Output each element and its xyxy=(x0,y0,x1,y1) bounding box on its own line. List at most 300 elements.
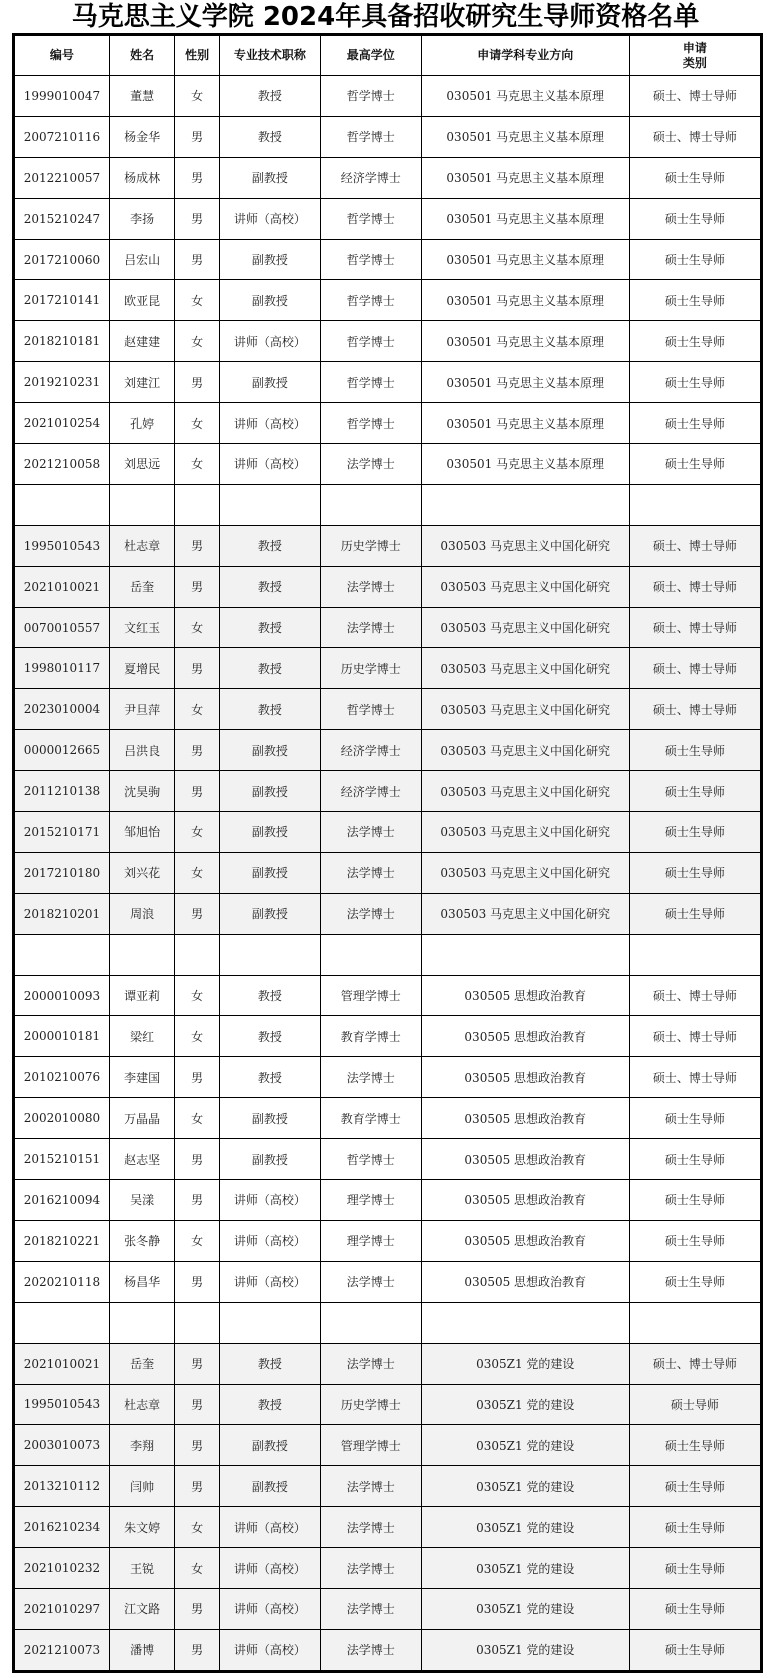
cell-rank: 教授 xyxy=(219,76,320,117)
cell-rank: 副教授 xyxy=(219,239,320,280)
cell-sex: 男 xyxy=(175,1343,219,1384)
empty-cell xyxy=(421,1302,629,1343)
cell-sex: 男 xyxy=(175,1261,219,1302)
cell-degree: 哲学博士 xyxy=(320,239,421,280)
table-row xyxy=(15,730,761,771)
cell-direction: 030503 马克思主义中国化研究 xyxy=(421,730,629,771)
cell-type: 硕士生导师 xyxy=(629,280,760,321)
table-row xyxy=(15,1139,761,1180)
cell-type: 硕士、博士导师 xyxy=(629,975,760,1016)
cell-name: 李扬 xyxy=(109,198,175,239)
cell-direction: 030505 思想政治教育 xyxy=(421,1139,629,1180)
cell-sex: 女 xyxy=(175,689,219,730)
header-direction: 申请学科专业方向 xyxy=(421,36,629,76)
table-row xyxy=(15,362,761,403)
cell-id: 2015210247 xyxy=(15,198,110,239)
cell-direction: 030505 思想政治教育 xyxy=(421,1220,629,1261)
cell-direction: 030503 马克思主义中国化研究 xyxy=(421,607,629,648)
cell-sex: 男 xyxy=(175,893,219,934)
cell-type: 硕士生导师 xyxy=(629,1180,760,1221)
cell-type: 硕士生导师 xyxy=(629,157,760,198)
cell-id: 2016210094 xyxy=(15,1180,110,1221)
cell-type: 硕士生导师 xyxy=(629,1139,760,1180)
table-row xyxy=(15,566,761,607)
table-row xyxy=(15,1548,761,1589)
cell-id: 1999010047 xyxy=(15,76,110,117)
cell-name: 杜志章 xyxy=(109,525,175,566)
advisor-table xyxy=(14,35,761,1671)
table-row xyxy=(15,975,761,1016)
cell-rank: 副教授 xyxy=(219,852,320,893)
cell-degree: 理学博士 xyxy=(320,1220,421,1261)
cell-rank: 教授 xyxy=(219,525,320,566)
cell-type: 硕士、博士导师 xyxy=(629,1057,760,1098)
table-row xyxy=(15,1180,761,1221)
cell-name: 沈昊驹 xyxy=(109,771,175,812)
cell-type: 硕士生导师 xyxy=(629,1548,760,1589)
empty-cell xyxy=(15,934,110,975)
cell-id: 2021210058 xyxy=(15,444,110,485)
header-rank: 专业技术职称 xyxy=(219,36,320,76)
cell-rank: 讲师（高校） xyxy=(219,1507,320,1548)
cell-degree: 法学博士 xyxy=(320,893,421,934)
cell-type: 硕士生导师 xyxy=(629,893,760,934)
cell-type: 硕士生导师 xyxy=(629,444,760,485)
cell-sex: 男 xyxy=(175,157,219,198)
cell-sex: 女 xyxy=(175,1548,219,1589)
cell-direction: 030503 马克思主义中国化研究 xyxy=(421,525,629,566)
cell-direction: 0305Z1 党的建设 xyxy=(421,1343,629,1384)
cell-direction: 0305Z1 党的建设 xyxy=(421,1466,629,1507)
cell-sex: 男 xyxy=(175,1139,219,1180)
cell-id: 2000010181 xyxy=(15,1016,110,1057)
cell-sex: 男 xyxy=(175,525,219,566)
table-row xyxy=(15,689,761,730)
table-row xyxy=(15,1384,761,1425)
table-row xyxy=(15,76,761,117)
cell-direction: 030501 马克思主义基本原理 xyxy=(421,321,629,362)
cell-degree: 哲学博士 xyxy=(320,1139,421,1180)
cell-rank: 副教授 xyxy=(219,1098,320,1139)
cell-name: 杨成林 xyxy=(109,157,175,198)
cell-type: 硕士生导师 xyxy=(629,1220,760,1261)
cell-degree: 法学博士 xyxy=(320,812,421,853)
cell-id: 2019210231 xyxy=(15,362,110,403)
table-row xyxy=(15,893,761,934)
cell-sex: 女 xyxy=(175,280,219,321)
empty-cell xyxy=(421,934,629,975)
cell-type: 硕士、博士导师 xyxy=(629,525,760,566)
cell-rank: 教授 xyxy=(219,1343,320,1384)
cell-type: 硕士生导师 xyxy=(629,771,760,812)
cell-rank: 讲师（高校） xyxy=(219,1629,320,1670)
cell-type: 硕士、博士导师 xyxy=(629,648,760,689)
cell-id: 2021010021 xyxy=(15,566,110,607)
cell-sex: 女 xyxy=(175,1098,219,1139)
cell-id: 2015210151 xyxy=(15,1139,110,1180)
table-row xyxy=(15,1629,761,1670)
cell-direction: 030501 马克思主义基本原理 xyxy=(421,362,629,403)
cell-type: 硕士生导师 xyxy=(629,1098,760,1139)
cell-type: 硕士生导师 xyxy=(629,1507,760,1548)
cell-sex: 男 xyxy=(175,239,219,280)
empty-cell xyxy=(109,934,175,975)
cell-name: 岳奎 xyxy=(109,566,175,607)
cell-name: 杨金华 xyxy=(109,116,175,157)
cell-sex: 男 xyxy=(175,771,219,812)
cell-sex: 女 xyxy=(175,76,219,117)
cell-rank: 教授 xyxy=(219,607,320,648)
cell-id: 2011210138 xyxy=(15,771,110,812)
cell-id: 2021010297 xyxy=(15,1588,110,1629)
table-row xyxy=(15,239,761,280)
table-row xyxy=(15,1057,761,1098)
cell-rank: 副教授 xyxy=(219,812,320,853)
table-header-row xyxy=(15,36,761,76)
cell-id: 1995010543 xyxy=(15,1384,110,1425)
cell-name: 刘兴花 xyxy=(109,852,175,893)
cell-name: 刘思远 xyxy=(109,444,175,485)
cell-name: 李翔 xyxy=(109,1425,175,1466)
cell-id: 2018210221 xyxy=(15,1220,110,1261)
cell-name: 尹旦萍 xyxy=(109,689,175,730)
cell-degree: 法学博士 xyxy=(320,566,421,607)
empty-cell xyxy=(320,1302,421,1343)
cell-type: 硕士生导师 xyxy=(629,1425,760,1466)
cell-type: 硕士、博士导师 xyxy=(629,76,760,117)
cell-id: 2017210060 xyxy=(15,239,110,280)
cell-id: 1998010117 xyxy=(15,648,110,689)
cell-direction: 030501 马克思主义基本原理 xyxy=(421,116,629,157)
cell-sex: 女 xyxy=(175,1220,219,1261)
cell-direction: 030503 马克思主义中国化研究 xyxy=(421,812,629,853)
cell-rank: 教授 xyxy=(219,975,320,1016)
cell-sex: 男 xyxy=(175,1466,219,1507)
table-row xyxy=(15,852,761,893)
cell-type: 硕士生导师 xyxy=(629,198,760,239)
table-row xyxy=(15,812,761,853)
cell-name: 邹旭怡 xyxy=(109,812,175,853)
empty-cell xyxy=(175,1302,219,1343)
cell-sex: 男 xyxy=(175,566,219,607)
cell-name: 张冬静 xyxy=(109,1220,175,1261)
cell-sex: 男 xyxy=(175,198,219,239)
cell-degree: 法学博士 xyxy=(320,1548,421,1589)
cell-rank: 副教授 xyxy=(219,1425,320,1466)
cell-sex: 女 xyxy=(175,852,219,893)
header-name: 姓名 xyxy=(109,36,175,76)
header-type-line2: 类别 xyxy=(682,55,707,70)
cell-direction: 030503 马克思主义中国化研究 xyxy=(421,771,629,812)
cell-id: 2021210073 xyxy=(15,1629,110,1670)
cell-id: 0070010557 xyxy=(15,607,110,648)
table-body xyxy=(15,76,761,1671)
cell-degree: 哲学博士 xyxy=(320,403,421,444)
table-row xyxy=(15,116,761,157)
cell-sex: 女 xyxy=(175,444,219,485)
cell-sex: 女 xyxy=(175,812,219,853)
cell-type: 硕士生导师 xyxy=(629,852,760,893)
cell-sex: 女 xyxy=(175,1016,219,1057)
cell-rank: 讲师（高校） xyxy=(219,444,320,485)
cell-name: 孔婷 xyxy=(109,403,175,444)
cell-type: 硕士生导师 xyxy=(629,321,760,362)
empty-cell xyxy=(219,934,320,975)
empty-cell xyxy=(219,484,320,525)
cell-direction: 0305Z1 党的建设 xyxy=(421,1588,629,1629)
table-row xyxy=(15,1588,761,1629)
advisor-table-container xyxy=(12,33,763,1673)
cell-degree: 历史学博士 xyxy=(320,1384,421,1425)
cell-id: 2013210112 xyxy=(15,1466,110,1507)
header-type-line1: 申请 xyxy=(682,40,707,55)
cell-degree: 哲学博士 xyxy=(320,198,421,239)
cell-name: 赵志坚 xyxy=(109,1139,175,1180)
cell-name: 江文路 xyxy=(109,1588,175,1629)
cell-degree: 教育学博士 xyxy=(320,1016,421,1057)
table-row xyxy=(15,403,761,444)
cell-type: 硕士生导师 xyxy=(629,1466,760,1507)
cell-id: 2021010232 xyxy=(15,1548,110,1589)
cell-rank: 副教授 xyxy=(219,157,320,198)
cell-name: 周浪 xyxy=(109,893,175,934)
group-spacer-row xyxy=(15,934,761,975)
cell-rank: 副教授 xyxy=(219,730,320,771)
table-row xyxy=(15,1425,761,1466)
empty-cell xyxy=(320,484,421,525)
cell-name: 王锐 xyxy=(109,1548,175,1589)
cell-rank: 教授 xyxy=(219,566,320,607)
cell-rank: 教授 xyxy=(219,1016,320,1057)
header-type xyxy=(629,36,760,76)
table-row xyxy=(15,1098,761,1139)
cell-id: 0000012665 xyxy=(15,730,110,771)
cell-degree: 哲学博士 xyxy=(320,76,421,117)
empty-cell xyxy=(421,484,629,525)
cell-sex: 女 xyxy=(175,607,219,648)
cell-direction: 0305Z1 党的建设 xyxy=(421,1629,629,1670)
cell-degree: 经济学博士 xyxy=(320,730,421,771)
cell-degree: 法学博士 xyxy=(320,444,421,485)
cell-degree: 管理学博士 xyxy=(320,1425,421,1466)
cell-rank: 副教授 xyxy=(219,1466,320,1507)
cell-name: 赵建建 xyxy=(109,321,175,362)
cell-direction: 030503 马克思主义中国化研究 xyxy=(421,893,629,934)
empty-cell xyxy=(320,934,421,975)
empty-cell xyxy=(175,484,219,525)
cell-name: 董慧 xyxy=(109,76,175,117)
cell-rank: 讲师（高校） xyxy=(219,1220,320,1261)
cell-direction: 030501 马克思主义基本原理 xyxy=(421,157,629,198)
cell-type: 硕士、博士导师 xyxy=(629,607,760,648)
cell-type: 硕士、博士导师 xyxy=(629,1343,760,1384)
cell-name: 万晶晶 xyxy=(109,1098,175,1139)
cell-type: 硕士、博士导师 xyxy=(629,566,760,607)
cell-direction: 0305Z1 党的建设 xyxy=(421,1548,629,1589)
cell-name: 岳奎 xyxy=(109,1343,175,1384)
cell-id: 2021010254 xyxy=(15,403,110,444)
cell-name: 吴漾 xyxy=(109,1180,175,1221)
table-row xyxy=(15,444,761,485)
cell-rank: 教授 xyxy=(219,116,320,157)
cell-degree: 法学博士 xyxy=(320,1057,421,1098)
cell-degree: 理学博士 xyxy=(320,1180,421,1221)
cell-sex: 女 xyxy=(175,321,219,362)
empty-cell xyxy=(109,1302,175,1343)
cell-name: 杨昌华 xyxy=(109,1261,175,1302)
cell-name: 梁红 xyxy=(109,1016,175,1057)
header-id: 编号 xyxy=(15,36,110,76)
cell-sex: 女 xyxy=(175,1507,219,1548)
cell-name: 潘博 xyxy=(109,1629,175,1670)
cell-degree: 经济学博士 xyxy=(320,157,421,198)
cell-direction: 030505 思想政治教育 xyxy=(421,975,629,1016)
cell-degree: 经济学博士 xyxy=(320,771,421,812)
cell-sex: 男 xyxy=(175,1180,219,1221)
cell-direction: 030501 马克思主义基本原理 xyxy=(421,444,629,485)
cell-degree: 法学博士 xyxy=(320,852,421,893)
cell-sex: 男 xyxy=(175,1629,219,1670)
cell-direction: 030503 马克思主义中国化研究 xyxy=(421,566,629,607)
cell-rank: 副教授 xyxy=(219,1139,320,1180)
cell-name: 文红玉 xyxy=(109,607,175,648)
cell-rank: 讲师（高校） xyxy=(219,1180,320,1221)
cell-degree: 历史学博士 xyxy=(320,525,421,566)
cell-id: 2021010021 xyxy=(15,1343,110,1384)
cell-sex: 男 xyxy=(175,730,219,771)
cell-id: 2000010093 xyxy=(15,975,110,1016)
cell-id: 2012210057 xyxy=(15,157,110,198)
cell-direction: 030501 马克思主义基本原理 xyxy=(421,403,629,444)
empty-cell xyxy=(15,484,110,525)
cell-type: 硕士、博士导师 xyxy=(629,689,760,730)
cell-degree: 教育学博士 xyxy=(320,1098,421,1139)
cell-rank: 教授 xyxy=(219,1057,320,1098)
cell-degree: 管理学博士 xyxy=(320,975,421,1016)
cell-rank: 教授 xyxy=(219,689,320,730)
page-title: 马克思主义学院 2024年具备招收研究生导师资格名单 xyxy=(71,2,700,32)
cell-name: 吕宏山 xyxy=(109,239,175,280)
table-row xyxy=(15,280,761,321)
cell-degree: 法学博士 xyxy=(320,1261,421,1302)
table-row xyxy=(15,771,761,812)
empty-cell xyxy=(175,934,219,975)
cell-sex: 男 xyxy=(175,1588,219,1629)
cell-id: 2017210180 xyxy=(15,852,110,893)
cell-direction: 030505 思想政治教育 xyxy=(421,1057,629,1098)
cell-sex: 男 xyxy=(175,1425,219,1466)
cell-name: 李建国 xyxy=(109,1057,175,1098)
table-row xyxy=(15,607,761,648)
cell-id: 1995010543 xyxy=(15,525,110,566)
cell-degree: 哲学博士 xyxy=(320,321,421,362)
table-row xyxy=(15,1507,761,1548)
cell-type: 硕士生导师 xyxy=(629,362,760,403)
cell-degree: 哲学博士 xyxy=(320,362,421,403)
cell-sex: 男 xyxy=(175,362,219,403)
cell-name: 谭亚莉 xyxy=(109,975,175,1016)
table-row xyxy=(15,525,761,566)
cell-id: 2020210118 xyxy=(15,1261,110,1302)
cell-rank: 讲师（高校） xyxy=(219,321,320,362)
cell-direction: 0305Z1 党的建设 xyxy=(421,1425,629,1466)
cell-direction: 030503 马克思主义中国化研究 xyxy=(421,689,629,730)
cell-rank: 副教授 xyxy=(219,893,320,934)
cell-id: 2018210201 xyxy=(15,893,110,934)
cell-rank: 讲师（高校） xyxy=(219,198,320,239)
cell-degree: 法学博士 xyxy=(320,1588,421,1629)
cell-type: 硕士导师 xyxy=(629,1384,760,1425)
cell-direction: 030501 马克思主义基本原理 xyxy=(421,198,629,239)
empty-cell xyxy=(629,934,760,975)
cell-type: 硕士生导师 xyxy=(629,812,760,853)
cell-id: 2018210181 xyxy=(15,321,110,362)
cell-type: 硕士生导师 xyxy=(629,1261,760,1302)
cell-rank: 教授 xyxy=(219,648,320,689)
table-row xyxy=(15,198,761,239)
cell-direction: 030505 思想政治教育 xyxy=(421,1016,629,1057)
empty-cell xyxy=(219,1302,320,1343)
cell-type: 硕士生导师 xyxy=(629,239,760,280)
cell-sex: 男 xyxy=(175,648,219,689)
cell-sex: 男 xyxy=(175,1384,219,1425)
group-spacer-row xyxy=(15,484,761,525)
cell-direction: 030505 思想政治教育 xyxy=(421,1180,629,1221)
table-row xyxy=(15,648,761,689)
table-row xyxy=(15,1343,761,1384)
cell-direction: 030503 马克思主义中国化研究 xyxy=(421,648,629,689)
cell-type: 硕士生导师 xyxy=(629,1629,760,1670)
cell-type: 硕士生导师 xyxy=(629,403,760,444)
cell-name: 刘建江 xyxy=(109,362,175,403)
cell-id: 2023010004 xyxy=(15,689,110,730)
cell-type: 硕士生导师 xyxy=(629,1588,760,1629)
empty-cell xyxy=(629,1302,760,1343)
cell-direction: 030505 思想政治教育 xyxy=(421,1261,629,1302)
cell-rank: 讲师（高校） xyxy=(219,1588,320,1629)
cell-name: 夏增民 xyxy=(109,648,175,689)
cell-id: 2015210171 xyxy=(15,812,110,853)
cell-direction: 030501 马克思主义基本原理 xyxy=(421,280,629,321)
cell-id: 2016210234 xyxy=(15,1507,110,1548)
group-spacer-row xyxy=(15,1302,761,1343)
cell-id: 2017210141 xyxy=(15,280,110,321)
cell-type: 硕士、博士导师 xyxy=(629,116,760,157)
cell-direction: 030503 马克思主义中国化研究 xyxy=(421,852,629,893)
cell-rank: 讲师（高校） xyxy=(219,1261,320,1302)
cell-degree: 法学博士 xyxy=(320,607,421,648)
cell-direction: 030505 思想政治教育 xyxy=(421,1098,629,1139)
cell-sex: 男 xyxy=(175,1057,219,1098)
empty-cell xyxy=(629,484,760,525)
cell-rank: 讲师（高校） xyxy=(219,1548,320,1589)
cell-id: 2002010080 xyxy=(15,1098,110,1139)
table-row xyxy=(15,1220,761,1261)
cell-degree: 法学博士 xyxy=(320,1629,421,1670)
cell-direction: 0305Z1 党的建设 xyxy=(421,1384,629,1425)
empty-cell xyxy=(109,484,175,525)
cell-rank: 教授 xyxy=(219,1384,320,1425)
cell-sex: 男 xyxy=(175,116,219,157)
table-row xyxy=(15,157,761,198)
cell-sex: 女 xyxy=(175,403,219,444)
cell-name: 朱文婷 xyxy=(109,1507,175,1548)
cell-direction: 0305Z1 党的建设 xyxy=(421,1507,629,1548)
table-row xyxy=(15,1261,761,1302)
table-row xyxy=(15,321,761,362)
empty-cell xyxy=(15,1302,110,1343)
cell-name: 杜志章 xyxy=(109,1384,175,1425)
